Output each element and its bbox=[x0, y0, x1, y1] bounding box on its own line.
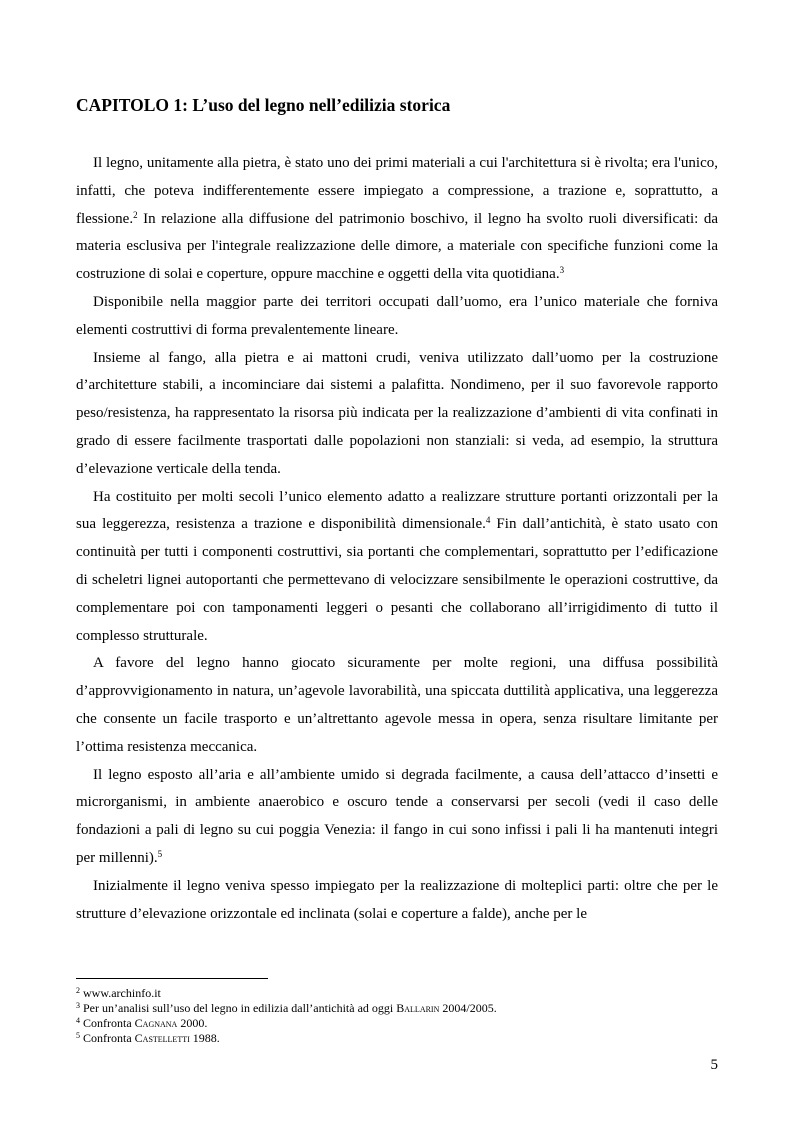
text-run: Ha costituito per molti secoli l’unico elemento adatto a realizzare strutture portanti orizzontali per la sua leggerezza, resistenza a trazione e disponibilità dimensionale. bbox=[76, 488, 718, 533]
footnote-marker: 4 bbox=[76, 1016, 80, 1025]
page-number: 5 bbox=[710, 1057, 718, 1073]
text-run: Il legno, unitamente alla pietra, è stato uno dei primi materiali a cui l'architettura si è rivolta; era l'unico, infatti, che poteva indifferentemente essere impiegato a compressione, a trazione e, soprattutto, a flessione. bbox=[76, 155, 718, 227]
body-text bbox=[76, 150, 718, 928]
text-run: In relazione alla diffusione del patrimonio boschivo, il legno ha svolto ruoli diversificati: da materia esclusiva per l'integrale realizzazione delle dimore, a materiale con specifiche funzioni come la costruzione di solai e coperture, oppure macchine e oggetti della vita quotidiana. bbox=[76, 210, 718, 283]
paragraph bbox=[76, 484, 718, 651]
text-run: Fin dall’antichità, è stato usato con continuità per tutti i componenti costruttivi, sia portanti che complementari, soprattutto per l’edificazione di scheletri lignei autoportanti che permettevano di velocizzare sensibilmente le operazioni costruttive, da complementare poi con tamponamenti leggeri o pesanti che collaborano all’irrigidimento di tutto il complesso strutturale. bbox=[76, 516, 718, 644]
footnote bbox=[76, 986, 718, 1001]
author-name: Castelletti bbox=[134, 1031, 190, 1045]
footnote bbox=[76, 1001, 718, 1016]
footnote-marker: 5 bbox=[76, 1031, 80, 1040]
text-run: Inizialmente il legno veniva spesso impiegato per la realizzazione di molteplici parti: oltre che per le strutture d’elevazione orizzontale ed inclinata (solai e coperture a falde), anche per le bbox=[76, 877, 718, 922]
author-name: Cagnana bbox=[134, 1016, 178, 1030]
text-run: www.archinfo.it bbox=[80, 986, 161, 1000]
text-run: Il legno esposto all’aria e all’ambiente umido si degrada facilmente, a causa dell’attacco d’insetti e microrganismi, in ambiente anaerobico e oscuro tende a conservarsi per secoli (vedi il caso delle fondazioni a pali di legno su cui poggia Venezia: il fango in cui sono infissi i pali li ha mantenuti integri per millenni). bbox=[76, 766, 718, 866]
text-run: Insieme al fango, alla pietra e ai mattoni crudi, veniva utilizzato dall’uomo per la costruzione d’architetture stabili, a incominciare dai sistemi a palafitta. Nondimeno, per il suo favorevole rapporto peso/resistenza, ha rappresentato la risorsa più indicata per la realizzazione d’ambienti di vita confinati in grado di essere facilmente trasportati dalle popolazioni non stanziali: si veda, ad esempio, la struttura d’elevazione verticale della tenda. bbox=[76, 349, 718, 477]
footnote-marker: 2 bbox=[133, 209, 138, 220]
author-name: Ballarin bbox=[396, 1001, 440, 1015]
paragraph bbox=[76, 289, 718, 345]
footnote-marker: 5 bbox=[157, 848, 163, 859]
footnote bbox=[76, 1031, 718, 1046]
footnote-marker: 3 bbox=[76, 1001, 80, 1010]
text-run: Confronta bbox=[80, 1016, 135, 1030]
paragraph bbox=[76, 762, 718, 873]
footnotes bbox=[76, 986, 718, 1046]
footnote-separator bbox=[76, 978, 268, 979]
footnote-marker: 3 bbox=[559, 265, 565, 276]
chapter-title: CAPITOLO 1: L’uso del legno nell’edilizia storica bbox=[76, 95, 451, 115]
text-run: Disponibile nella maggior parte dei territori occupati dall’uomo, era l’unico materiale che forniva elementi costruttivi di forma prevalentemente lineare. bbox=[76, 293, 718, 338]
footnote-marker: 4 bbox=[485, 515, 491, 526]
text-run: 2004/2005. bbox=[439, 1001, 497, 1015]
paragraph bbox=[76, 873, 718, 929]
paragraph bbox=[76, 150, 718, 289]
paragraph bbox=[76, 345, 718, 484]
footnote-marker: 2 bbox=[76, 986, 80, 995]
footnote bbox=[76, 1016, 718, 1031]
text-run: 2000. bbox=[177, 1016, 208, 1030]
text-run: Confronta bbox=[80, 1031, 135, 1045]
text-run: Per un’analisi sull’uso del legno in edilizia dall’antichità ad oggi bbox=[80, 1001, 397, 1015]
paragraph bbox=[76, 650, 718, 761]
text-run: 1988. bbox=[189, 1031, 220, 1045]
text-run: A favore del legno hanno giocato sicuramente per molte regioni, una diffusa possibilità d’approvvigionamento in natura, un’agevole lavorabilità, una spiccata duttilità applicativa, una leggerezza che consente un facile trasporto e un’altrettanto agevole messa in opera, senza risultare limitante per l’ottima resistenza meccanica. bbox=[76, 655, 718, 755]
